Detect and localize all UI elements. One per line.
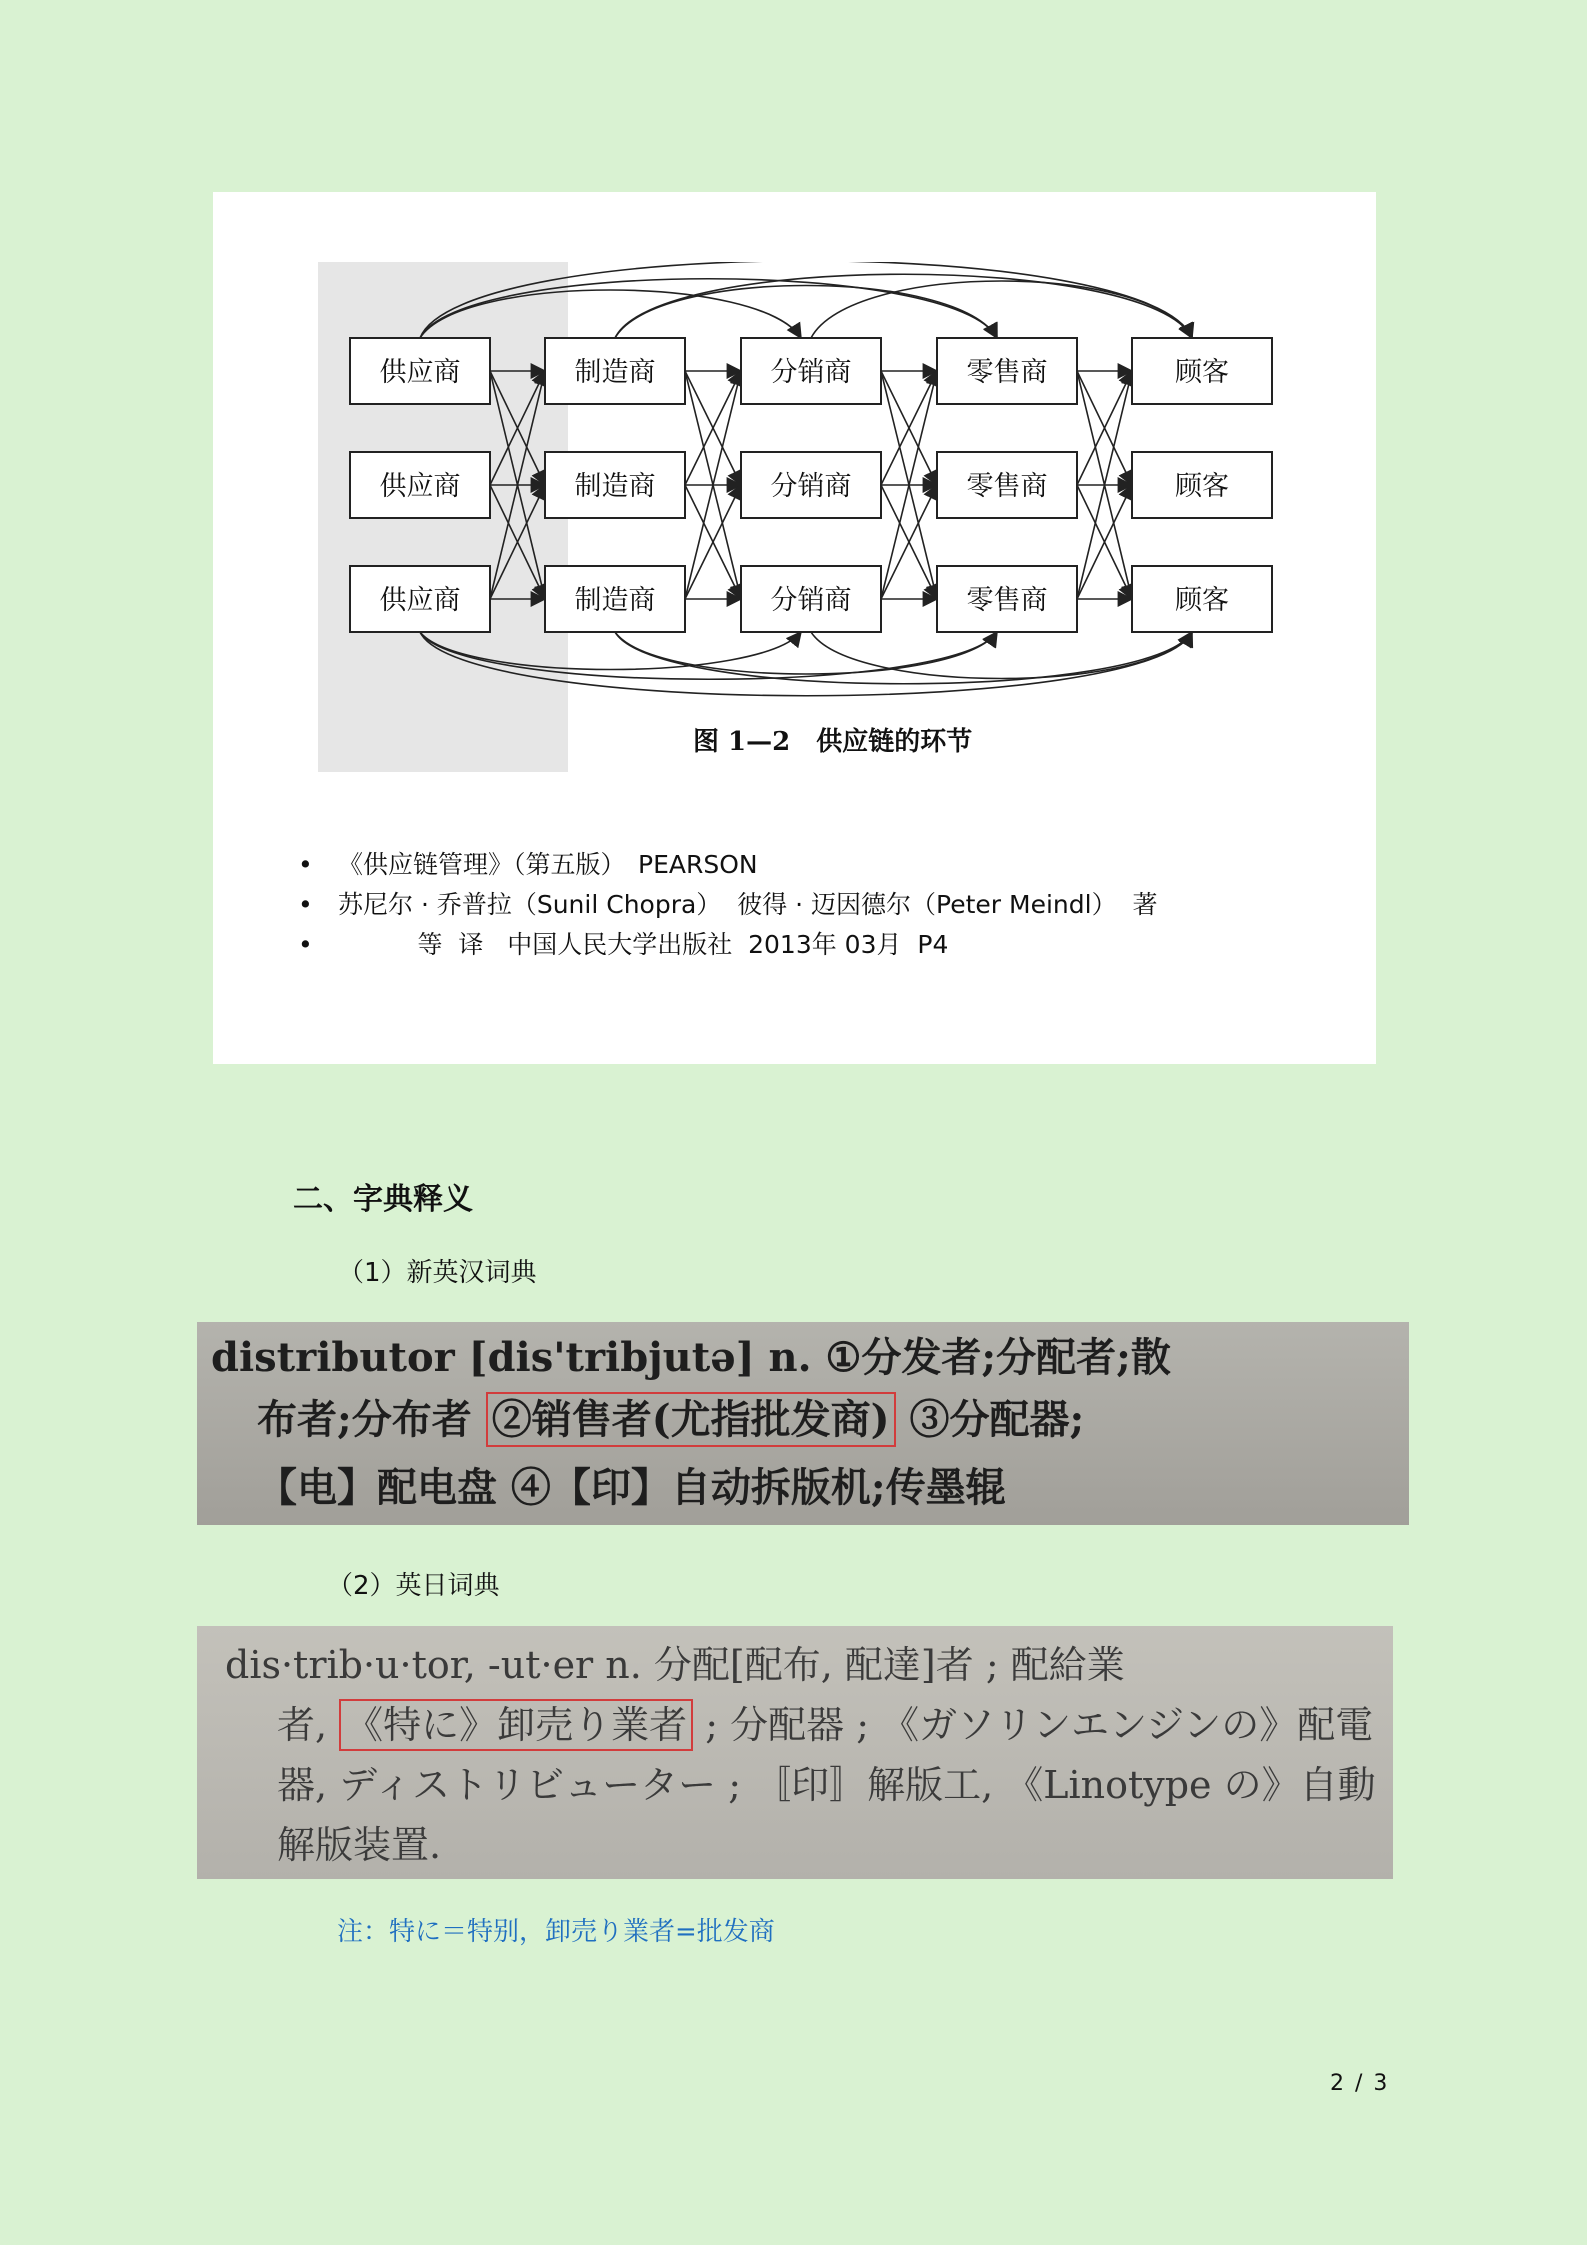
bypass-arrow-bottom — [615, 632, 1192, 684]
node-label: 供应商 — [379, 471, 461, 502]
node-label: 零售商 — [966, 585, 1048, 616]
node-manufacturer — [545, 338, 685, 404]
bypass-arrow-top — [615, 274, 1192, 338]
node-supplier — [350, 452, 490, 518]
figure-caption: 图 1—2 供应链的环节 — [693, 727, 973, 757]
supply-chain-diagram — [318, 262, 1278, 782]
page-number: 2 / 3 — [1330, 2071, 1390, 2096]
node-customer — [1132, 452, 1272, 518]
node-label: 分销商 — [770, 585, 852, 616]
dictionary-scan-1 — [197, 1322, 1409, 1525]
reference-item: • 《供应链管理》（第五版） PEARSON — [298, 845, 1157, 885]
section-heading: 二、字典释义 — [293, 1182, 473, 1217]
node-label: 分销商 — [770, 471, 852, 502]
figure-card — [213, 192, 1376, 1064]
node-label: 零售商 — [966, 357, 1048, 388]
dict-text: 者, — [277, 1703, 340, 1747]
node-label: 零售商 — [966, 471, 1048, 502]
subheading-new-english-chinese: （1）新英汉词典 — [338, 1258, 537, 1288]
reference-item: • 苏尼尔 · 乔普拉（Sunil Chopra） 彼得 · 迈因德尔（Peter Meindl） 著 — [298, 885, 1157, 925]
note-text: 注：特に＝特别，卸売り業者=批发商 — [337, 1917, 775, 1947]
reference-list — [298, 845, 1157, 965]
reference-text: 《供应链管理》（第五版） PEARSON — [338, 850, 758, 879]
node-label: 顾客 — [1175, 471, 1229, 502]
dict-text: ; 分配器 ; 《ガソリンエンジンの》配電 — [693, 1703, 1374, 1747]
node-label: 供应商 — [379, 357, 461, 388]
node-retailer — [937, 338, 1077, 404]
dict-entry-line: 【电】配电盘 ④【印】自动拆版机;传墨辊 — [257, 1464, 1006, 1511]
node-customer — [1132, 566, 1272, 632]
reference-item: • 等 译 中国人民大学出版社 2013年 03月 P4 — [298, 925, 1157, 965]
subheading-english-japanese: （2）英日词典 — [327, 1571, 500, 1601]
node-distributor — [741, 338, 881, 404]
dict-entry-line: 器, ディストリビューター ; 〚印〛解版工, 《Linotype の》自動 — [277, 1763, 1376, 1807]
node-manufacturer — [545, 566, 685, 632]
node-label: 制造商 — [574, 585, 656, 616]
node-distributor — [741, 566, 881, 632]
node-label: 顾客 — [1175, 585, 1229, 616]
node-supplier — [350, 338, 490, 404]
dict-entry-line: distributor [dis'tribjutə] n. ①分发者;分配者;散 — [211, 1334, 1171, 1381]
node-label: 制造商 — [574, 357, 656, 388]
node-retailer — [937, 452, 1077, 518]
node-manufacturer — [545, 452, 685, 518]
dict-entry-line: 解版装置. — [277, 1823, 442, 1867]
node-distributor — [741, 452, 881, 518]
dict-text: ③分配器; — [895, 1396, 1085, 1443]
node-label: 供应商 — [379, 585, 461, 616]
node-label: 制造商 — [574, 471, 656, 502]
highlight-box: 《特に》卸売り業者 — [339, 1699, 693, 1751]
node-customer — [1132, 338, 1272, 404]
dict-entry-line — [257, 1388, 1084, 1445]
node-label: 顾客 — [1175, 357, 1229, 388]
highlight-box: ②销售者(尤指批发商) — [486, 1392, 896, 1447]
node-label: 分销商 — [770, 357, 852, 388]
dict-text: 布者;分布者 — [257, 1396, 486, 1443]
node-retailer — [937, 566, 1077, 632]
reference-text: 等 译 中国人民大学出版社 2013年 03月 P4 — [338, 930, 949, 959]
dict-entry-line: dis·trib·u·tor, -ut·er n. 分配[配布, 配達]者 ; 配給業 — [225, 1643, 1125, 1687]
dictionary-scan-2 — [197, 1626, 1393, 1879]
dict-entry-line — [277, 1694, 1373, 1749]
node-supplier — [350, 566, 490, 632]
reference-text: 苏尼尔 · 乔普拉（Sunil Chopra） 彼得 · 迈因德尔（Peter Meindl） 著 — [338, 890, 1158, 919]
